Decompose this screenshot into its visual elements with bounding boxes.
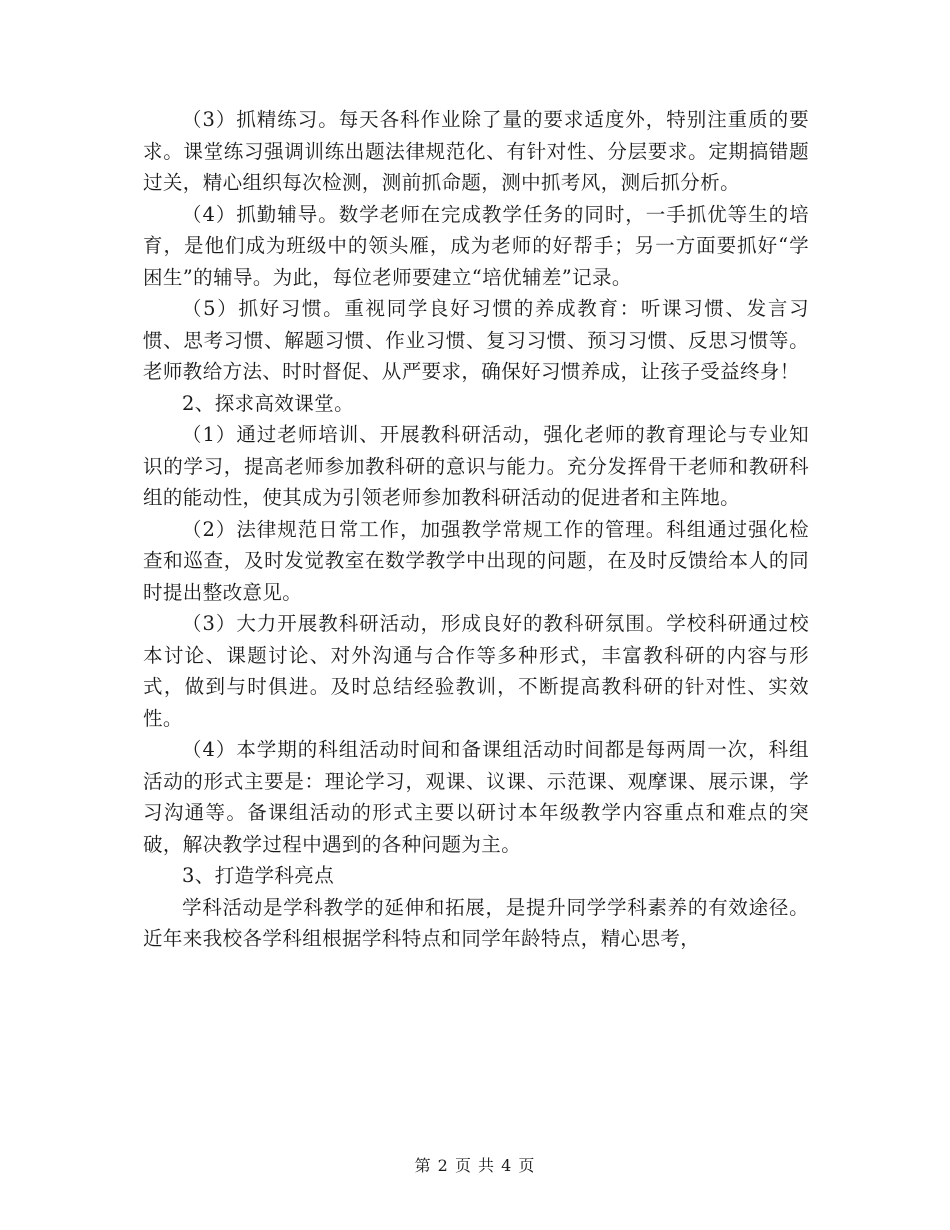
paragraph-subject-activities: 学科活动是学科教学的延伸和拓展，是提升同学学科素养的有效途径。近年来我校各学科组根据学科特点和同学年龄特点，精心思考， xyxy=(143,895,809,950)
paragraph-teacher-training: （1）通过老师培训、开展教科研活动，强化老师的教育理论与专业知识的学习，提高老师参加教科研的意识与能力。充分发挥骨干老师和教研科组的能动性，使其成为引领老师参加教科研活动的促进者和主阵地。 xyxy=(143,423,809,509)
paragraph-tutoring: （4）抓勤辅导。数学老师在完成教学任务的同时，一手抓优等生的培育，是他们成为班级中的领头雁，成为老师的好帮手；另一方面要抓好“学困生”的辅导。为此，每位老师要建立“培优辅差”记录。 xyxy=(143,202,809,289)
paragraph-research-activities: （3）大力开展教科研活动，形成良好的教科研氛围。学校科研通过校本讨论、课题讨论、对外沟通与合作等多种形式，丰富教科研的内容与形式，做到与时俱进。及时总结经验教训，不断提高教科研的针对性、实效性。 xyxy=(143,612,809,730)
paragraph-group-activities: （4）本学期的科组活动时间和备课组活动时间都是每两周一次，科组活动的形式主要是：理论学习，观课、议课、示范课、观摩课、展示课，学习沟通等。备课组活动的形式主要以研讨本年级教学内容重点和难点的突破，解决教学过程中遇到的各种问题为主。 xyxy=(143,738,809,856)
paragraph-practice: （3）抓精练习。每天各科作业除了量的要求适度外，特别注重质的要求。课堂练习强调训练出题法律规范化、有针对性、分层要求。定期搞错题过关，精心组织每次检测，测前抓命题，测中抓考风，测后抓分析。 xyxy=(143,108,809,194)
paragraph-routine-management: （2）法律规范日常工作，加强教学常规工作的管理。科组通过强化检查和巡查，及时发觉教室在数学教学中出现的问题，在及时反馈给本人的同时提出整改意见。 xyxy=(143,517,809,604)
section-heading-subject-highlights: 3、打造学科亮点 xyxy=(182,864,335,887)
page-number-footer: 第 2 页 共 4 页 xyxy=(414,1156,536,1175)
document-body xyxy=(143,104,809,955)
section-heading-efficient-classroom: 2、探求高效课堂。 xyxy=(182,391,355,415)
paragraph-habits: （5）抓好习惯。重视同学良好习惯的养成教育：听课习惯、发言习惯、思考习惯、解题习惯、作业习惯、复习习惯、预习习惯、反思习惯等。老师教给方法、时时督促、从严要求，确保好习惯养成，让孩子受益终身！ xyxy=(143,297,809,383)
